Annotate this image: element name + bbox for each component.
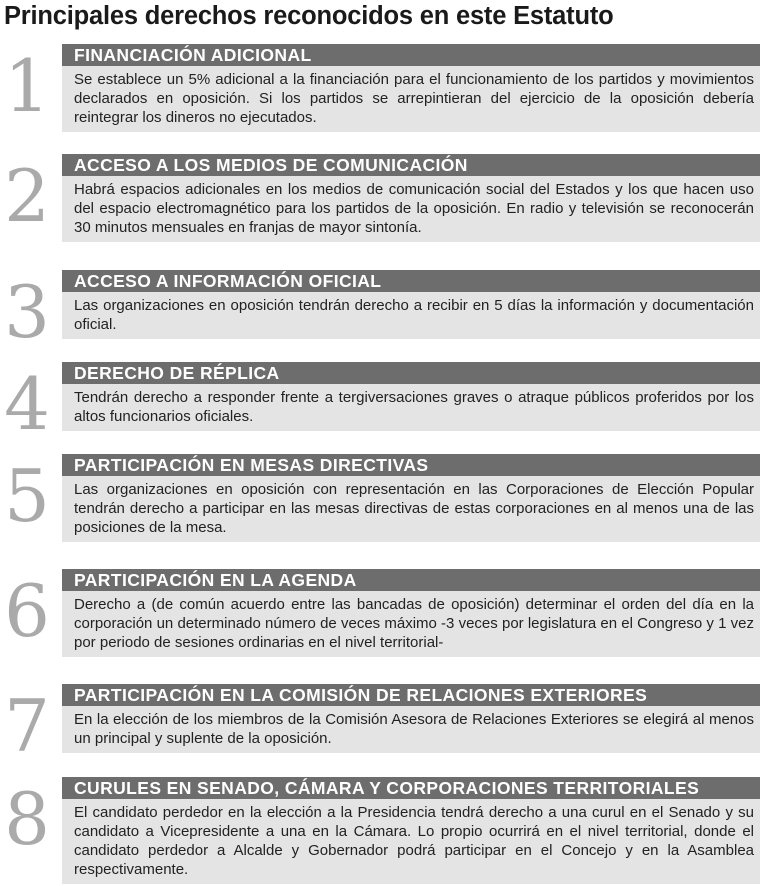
item-heading: CURULES EN SENADO, CÁMARA Y CORPORACIONES TERRITORIALES (62, 777, 760, 799)
item-text: Habrá espacios adicionales en los medios de comunicación social del Estados y los que hacen uso del espacio electromagnético para los partidos de la oposición. En radio y televisión se reconocerán 30 minutos mensuales en franjas de mayor sintonía. (62, 176, 760, 242)
item-number: 7 (4, 684, 50, 768)
item-heading: DERECHO DE RÉPLICA (62, 362, 760, 384)
item-heading: ACCESO A INFORMACIÓN OFICIAL (62, 270, 760, 292)
item-number: 4 (4, 362, 50, 446)
item-number: 6 (4, 569, 50, 653)
item-text: Las organizaciones en oposición con representación en las Corporaciones de Elección Popular tendrán derecho a participar en las mesas directivas de estas corporaciones en al menos una de las posiciones de la mesa. (62, 476, 760, 542)
item-text: En la elección de los miembros de la Comisión Asesora de Relaciones Exteriores se elegirá al menos un principal y suplente de la oposición. (62, 706, 760, 753)
item-heading: FINANCIACIÓN ADICIONAL (62, 44, 760, 66)
item-heading: PARTICIPACIÓN EN LA COMISIÓN DE RELACIONES EXTERIORES (62, 684, 760, 706)
item-text: Tendrán derecho a responder frente a tergiversaciones graves o atraque públicos proferidos por los altos funcionarios oficiales. (62, 384, 760, 431)
item-number: 1 (4, 44, 50, 128)
item-number: 2 (4, 154, 50, 238)
item-text: Derecho a (de común acuerdo entre las bancadas de oposición) determinar el orden del día en la corporación un determinado número de veces máximo -3 veces por legislatura en el Congreso y 1 vez por periodo de sesiones ordinarias en el nivel territorial- (62, 591, 760, 657)
item-number: 5 (4, 454, 50, 538)
item-text: Las organizaciones en oposición tendrán derecho a recibir en 5 días la información y documentación oficial. (62, 292, 760, 339)
item-text: Se establece un 5% adicional a la financiación para el funcionamiento de los partidos y movimientos declarados en oposición. Si los partidos se arrepintieran del ejercicio de la oposición debería reintegrar los dineros no ejecutados. (62, 66, 760, 132)
item-number: 8 (4, 777, 50, 861)
item-heading: PARTICIPACIÓN EN LA AGENDA (62, 569, 760, 591)
item-heading: ACCESO A LOS MEDIOS DE COMUNICACIÓN (62, 154, 760, 176)
item-number: 3 (4, 270, 50, 354)
item-heading: PARTICIPACIÓN EN MESAS DIRECTIVAS (62, 454, 760, 476)
page-title: Principales derechos reconocidos en este Estatuto (4, 2, 614, 30)
item-text: El candidato perdedor en la elección a la Presidencia tendrá derecho a una curul en el Senado y su candidato a Vicepresidente a una en la Cámara. Lo propio ocurrirá en el nivel territorial, donde el candidato perdedor a Alcalde y Gobernador podrá participar en el Concejo y en la Asamblea respectivamente. (62, 799, 760, 884)
